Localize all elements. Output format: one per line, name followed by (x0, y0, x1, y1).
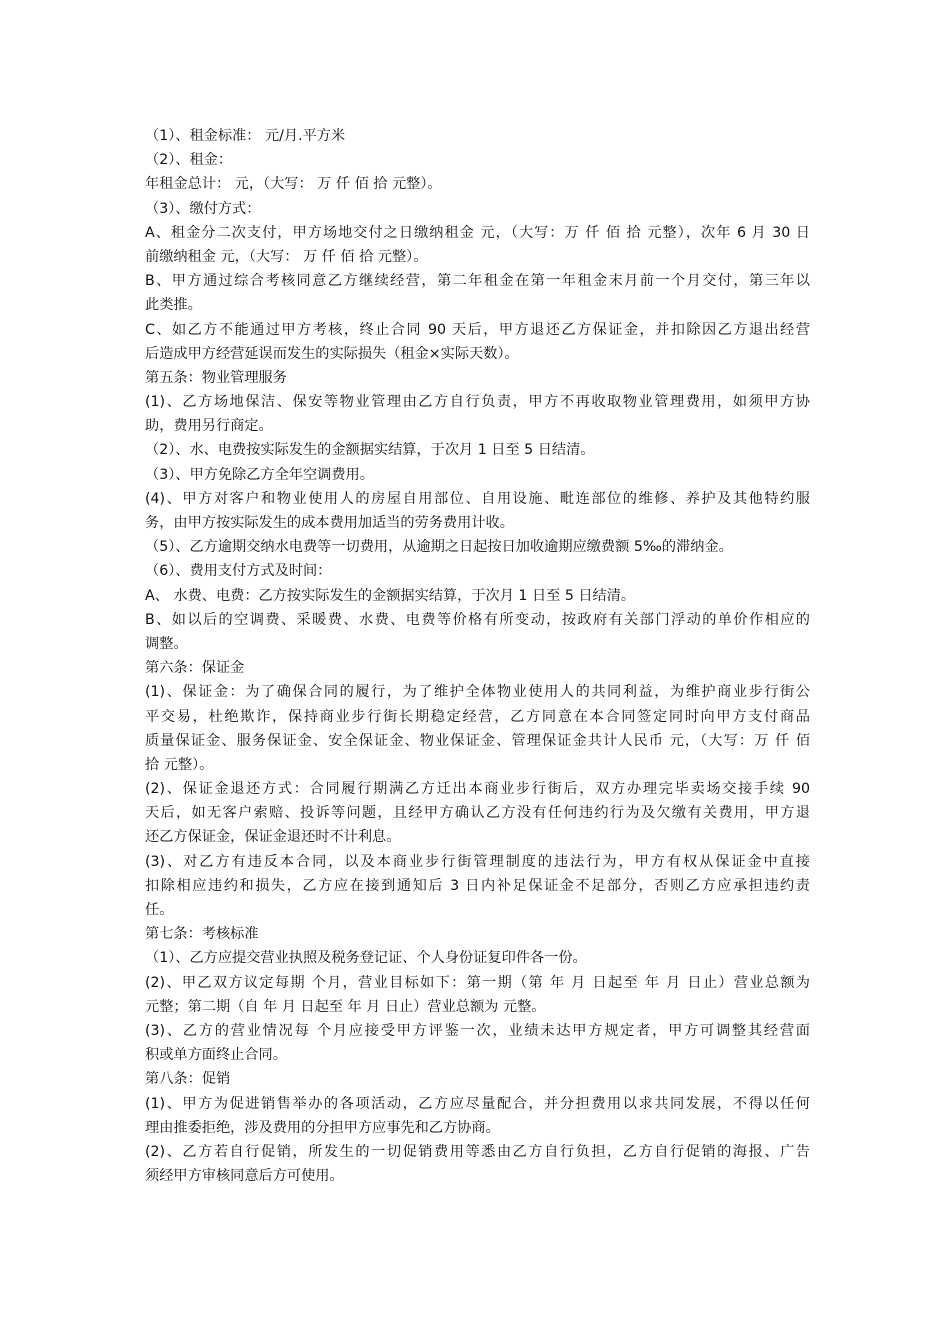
text-line: （1）、租金标准： 元/月.平方米 (145, 128, 346, 144)
text-line: (1)、甲方为促进销售举办的各项活动，乙方应尽量配合，并分担费用以求共同发展，不得以任何 (145, 1095, 810, 1112)
text-line: (2)、乙方若自行促销，所发生的一切促销费用等悉由乙方自行负担，乙方自行促销的海报、广告 (145, 1143, 810, 1160)
text-line: （2）、租金： (145, 152, 233, 169)
text-line: （3）、缴付方式： (145, 200, 261, 217)
text-line: （1）、乙方应提交营业执照及税务登记证、个人身份证复印件各一份。 (145, 950, 587, 967)
text-line: (1)、乙方场地保洁、保安等物业管理由乙方自行负责，甲方不再收取物业管理费用，如须甲方协 (145, 394, 810, 411)
text-line: 务，由甲方按实际发生的成本费用加适当的劳务费用计收。 (145, 515, 514, 531)
text-line: C、如乙方不能通过甲方考核，终止合同 90 天后，甲方退还乙方保证金，并扣除因乙方退出经营 (145, 321, 810, 338)
text-line: (4)、甲方对客户和物业使用人的房屋自用部位、自用设施、毗连部位的维修、养护及其他特约服 (145, 490, 810, 507)
text-line: 天后，如无客户索赔、投诉等问题，且经甲方确认乙方没有任何违约行为及欠缴有关费用，甲方退 (145, 805, 810, 822)
text-line: （5）、乙方逾期交纳水电费等一切费用，从逾期之日起按日加收逾期应缴费额 5‰的滞纳金。 (145, 539, 733, 556)
text-line: 第五条：物业管理服务 (145, 369, 287, 386)
text-line: 此类推。 (145, 297, 202, 314)
text-line: 积或单方面终止合同。 (145, 1047, 287, 1064)
text-line: (3)、乙方的营业情况每 个月应接受甲方评鉴一次，业绩未达甲方规定者，甲方可调整其经营面 (145, 1022, 810, 1039)
text-line: (2)、保证金退还方式：合同履行期满乙方迁出本商业步行街后，双方办理完毕卖场交接手续 90 (145, 781, 810, 798)
text-line: 后造成甲方经营延误而发生的实际损失（租金×实际天数）。 (145, 345, 519, 362)
text-line: 平交易，杜绝欺诈，保持商业步行街长期稳定经营，乙方同意在本合同签定同时向甲方支付商品 (145, 708, 810, 725)
text-line: (2)、甲乙双方议定每期 个月，营业目标如下：第一期（第 年 月 日起至 年 月 日止）营业总额为 (145, 974, 810, 991)
text-line: （3）、甲方免除乙方全年空调费用。 (145, 466, 374, 483)
text-line: 第六条：保证金 (145, 660, 245, 677)
text-line: 调整。 (145, 635, 188, 652)
text-line: 元整；第二期（自 年 月 日起至 年 月 日止）营业总额为 元整。 (145, 998, 546, 1015)
text-line: 须经甲方审核同意后方可使用。 (145, 1168, 344, 1185)
text-line: 前缴纳租金 元，（大写： 万 仟 佰 拾 元整）。 (145, 248, 428, 265)
text-line: 拾 元整）。 (145, 756, 214, 773)
text-line: 任。 (145, 902, 174, 918)
text-line: 还乙方保证金，保证金退还时不计利息。 (145, 829, 401, 846)
text-line: 理由推委拒绝，涉及费用的分担甲方应事先和乙方协商。 (145, 1119, 500, 1136)
text-line: 年租金总计： 元，（大写： 万 仟 佰 拾 元整）。 (145, 176, 442, 193)
text-line: （6）、费用支付方式及时间： (145, 563, 332, 580)
text-line: 第八条：促销 (145, 1071, 231, 1088)
text-line: （2）、水、电费按实际发生的金额据实结算，于次月 1 日至 5 日结清。 (145, 442, 595, 459)
text-line: A、 水费、电费：乙方按实际发生的金额据实结算，于次月 1 日至 5 日结清。 (145, 587, 636, 604)
text-line: (3)、对乙方有违反本合同，以及本商业步行街管理制度的违法行为，甲方有权从保证金中直接 (145, 853, 810, 870)
text-line: 第七条：考核标准 (145, 926, 259, 943)
text-line: (1)、保证金：为了确保合同的履行，为了维护全体物业使用人的共同利益，为维护商业步行街公 (145, 684, 810, 701)
text-line: B、如以后的空调费、采暖费、水费、电费等价格有所变动，按政府有关部门浮动的单价作相应的 (145, 611, 810, 628)
text-line: 质量保证金、服务保证金、安全保证金、物业保证金、管理保证金共计人民币 元，（大写：万 仟 佰 (145, 732, 810, 749)
document-body (145, 124, 810, 1188)
text-line: B、甲方通过综合考核同意乙方继续经营，第二年租金在第一年租金末月前一个月交付，第三年以 (145, 273, 810, 290)
text-line: A、租金分二次支付，甲方场地交付之日缴纳租金 元，（大写：万 仟 佰 拾 元整），次年 6 月 30 日 (145, 224, 810, 241)
text-line: 扣除相应违约和损失，乙方应在接到通知后 3 日内补足保证金不足部分，否则乙方应承担违约责 (145, 877, 810, 894)
text-line: 助，费用另行商定。 (145, 418, 273, 435)
